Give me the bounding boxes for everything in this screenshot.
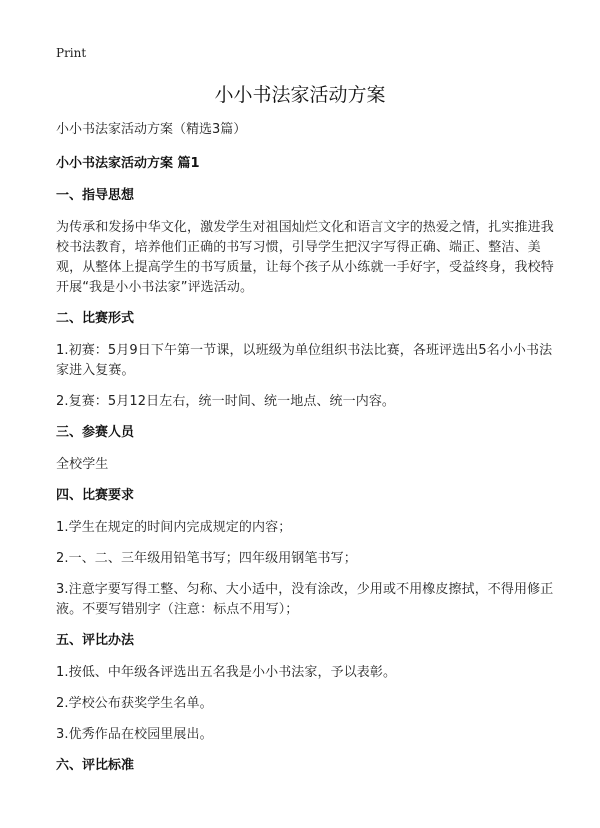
section-heading-requirements: 四、比赛要求 bbox=[56, 488, 135, 503]
page-title: 小小书法家活动方案 bbox=[214, 84, 386, 106]
paragraph: 1.按低、中年级各评选出五名我是小小书法家，予以表彰。 bbox=[56, 665, 397, 680]
article-heading: 小小书法家活动方案 篇1 bbox=[56, 156, 200, 171]
document-subtitle: 小小书法家活动方案（精选3篇） bbox=[56, 122, 247, 137]
paragraph: 全校学生 bbox=[56, 457, 109, 472]
document-body bbox=[56, 120, 554, 788]
paragraph: 1.初赛：5月9日下午第一节课，以班级为单位组织书法比赛，各班评选出5名小小书法家进入复赛。 bbox=[56, 343, 553, 378]
section-heading-participants: 三、参赛人员 bbox=[56, 425, 135, 440]
paragraph: 2.复赛：5月12日左右，统一时间、统一地点、统一内容。 bbox=[56, 394, 396, 409]
paragraph: 3.优秀作品在校园里展出。 bbox=[56, 727, 213, 742]
print-label: Print bbox=[56, 46, 87, 60]
paragraph: 1.学生在规定的时间内完成规定的内容； bbox=[56, 520, 292, 535]
section-heading-evaluation-criteria: 六、评比标准 bbox=[56, 758, 135, 773]
section-heading-competition-format: 二、比赛形式 bbox=[56, 311, 135, 326]
section-heading-guiding-ideology: 一、指导思想 bbox=[56, 188, 135, 203]
paragraph: 2.一、二、三年级用铅笔书写；四年级用钢笔书写； bbox=[56, 551, 357, 566]
section-heading-evaluation-method: 五、评比办法 bbox=[56, 633, 135, 648]
paragraph: 3.注意字要写得工整、匀称、大小适中，没有涂改，少用或不用橡皮擦拭，不得用修正液。不要写错别字（注意：标点不用写）； bbox=[56, 582, 554, 617]
paragraph: 为传承和发扬中华文化，激发学生对祖国灿烂文化和语言文字的热爱之情，扎实推进我校书法教育，培养他们正确的书写习惯，引导学生把汉字写得正确、端正、整洁、美观，从整体上提高学生的书写质量，让每个孩子从小练就一手好字，受益终身，我校特开展“我是小小书法家”评选活动。 bbox=[56, 220, 554, 295]
paragraph: 2.学校公布获奖学生名单。 bbox=[56, 696, 213, 711]
